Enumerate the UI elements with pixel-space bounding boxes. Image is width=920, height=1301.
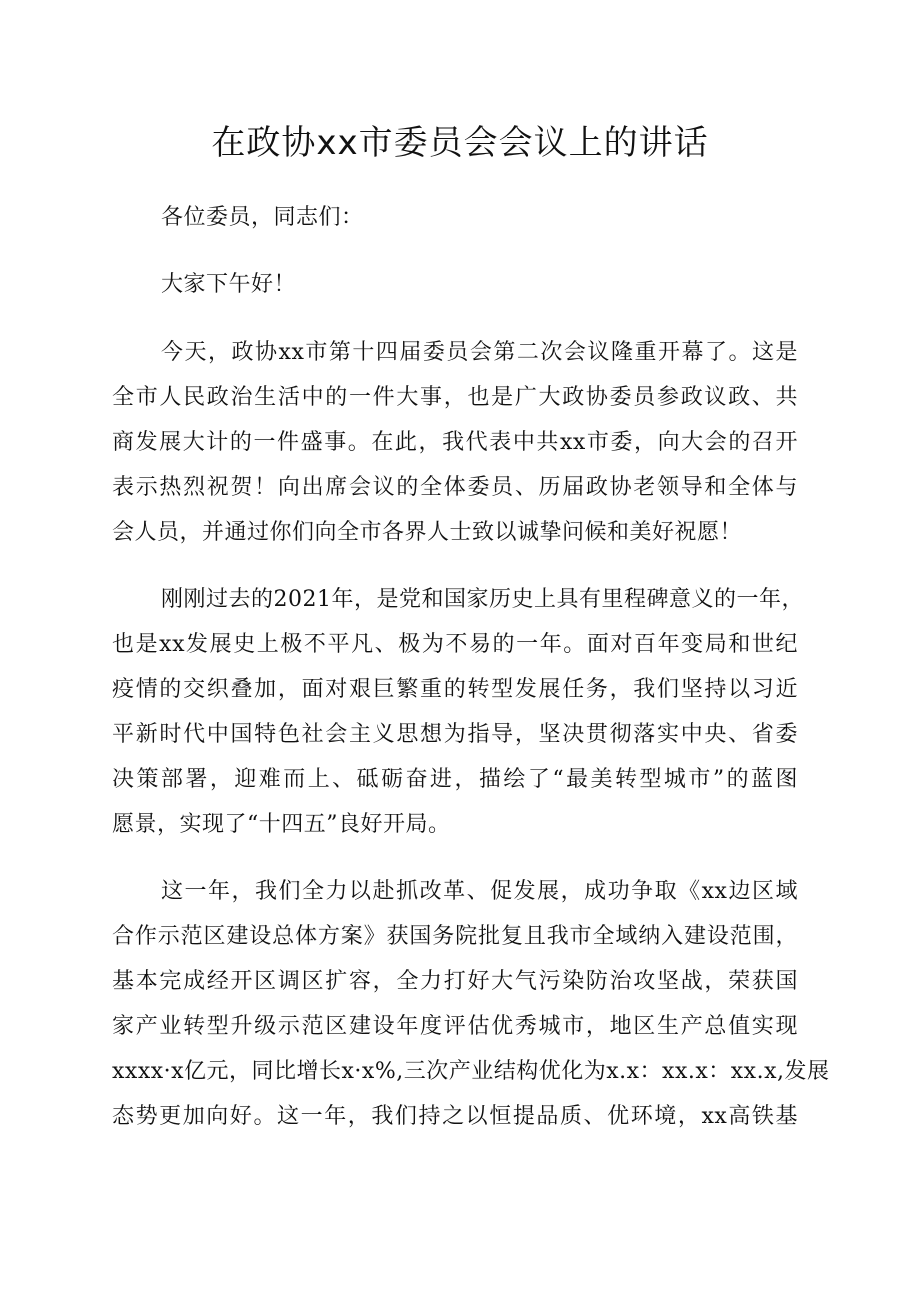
paragraph-3-line-3: 基本完成经开区调区扩容，全力打好大气污染防治攻坚战，荣获国 xyxy=(112,969,798,994)
paragraph-2-line-6: 愿景，实现了“十四五”良好开局。 xyxy=(112,812,451,837)
paragraph-3-line-4: 家产业转型升级示范区建设年度评估优秀城市，地区生产总值实现 xyxy=(112,1014,798,1039)
paragraph-2-line-5: 决策部署，迎难而上、砥砺奋进，描绘了“最美转型城市”的蓝图 xyxy=(112,767,798,792)
paragraph-3-line-5: xxxx·x亿元，同比增长x·x%,三次产业结构优化为x.x：xx.x：xx.x,发展 xyxy=(112,1059,830,1084)
salutation: 各位委员，同志们： xyxy=(161,205,364,230)
paragraph-2-line-1: 刚刚过去的2021年，是党和国家历史上具有里程碑意义的一年， xyxy=(161,587,804,612)
paragraph-1-line-2: 全市人民政治生活中的一件大事，也是广大政协委员参政议政、共 xyxy=(112,385,798,410)
paragraph-2-line-3: 疫情的交织叠加，面对艰巨繁重的转型发展任务，我们坚持以习近 xyxy=(112,677,798,702)
paragraph-2-line-2: 也是xx发展史上极不平凡、极为不易的一年。面对百年变局和世纪 xyxy=(112,632,798,657)
greeting: 大家下午好！ xyxy=(161,272,297,297)
paragraph-1-line-5: 会人员，并通过你们向全市各界人士致以诚挚问候和美好祝愿！ xyxy=(112,520,743,545)
document-title: 在政协xx市委员会会议上的讲话 xyxy=(211,123,709,163)
paragraph-3-line-1: 这一年，我们全力以赴抓改革、促发展，成功争取《xx边区域 xyxy=(161,879,798,904)
paragraph-1-line-4: 表示热烈祝贺！向出席会议的全体委员、历届政协老领导和全体与 xyxy=(112,475,798,500)
paragraph-3-line-2: 合作示范区建设总体方案》获国务院批复且我市全域纳入建设范围， xyxy=(112,924,798,949)
paragraph-1-line-3: 商发展大计的一件盛事。在此，我代表中共xx市委，向大会的召开 xyxy=(112,430,798,455)
paragraph-3-line-6: 态势更加向好。这一年，我们持之以恒提品质、优环境，xx高铁基 xyxy=(112,1104,798,1129)
paragraph-1-line-1: 今天，政协xx市第十四届委员会第二次会议隆重开幕了。这是 xyxy=(161,340,798,365)
paragraph-2-line-4: 平新时代中国特色社会主义思想为指导，坚决贯彻落实中央、省委 xyxy=(112,722,798,747)
